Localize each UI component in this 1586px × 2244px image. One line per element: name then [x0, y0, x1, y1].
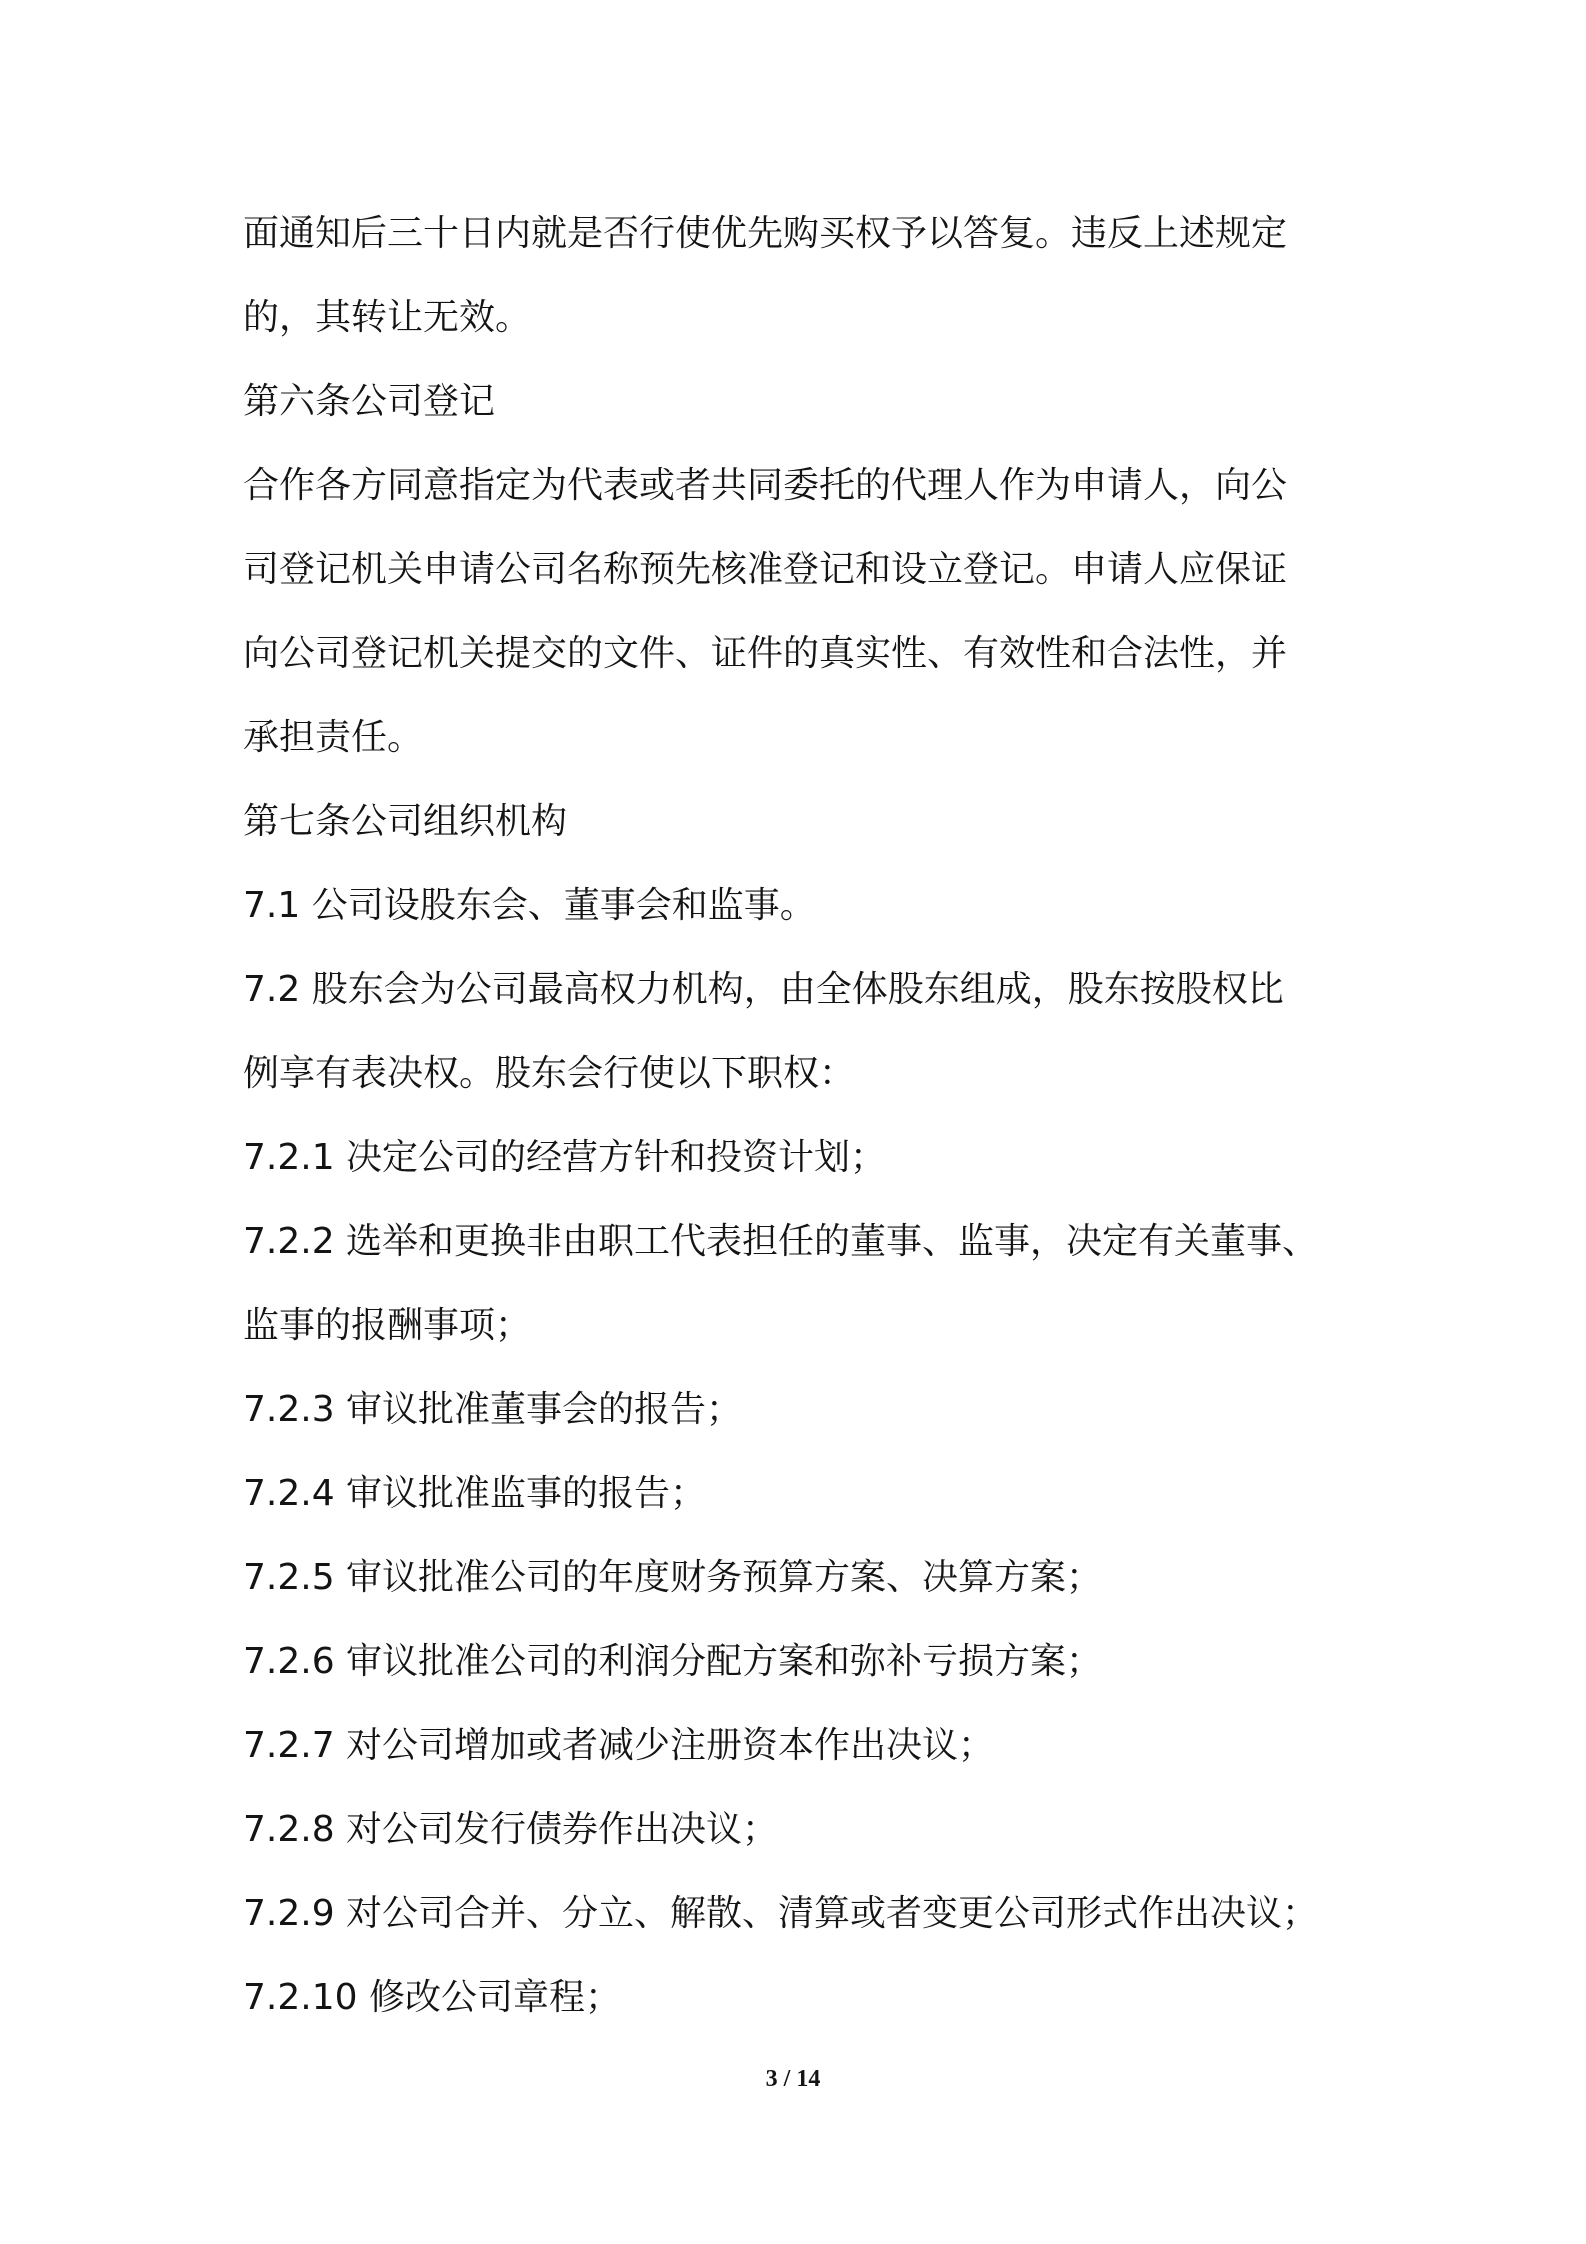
section-heading: 第七条公司组织机构: [243, 801, 568, 842]
clause-line: 7.2.2 选举和更换非由职工代表担任的董事、监事，决定有关董事、: [243, 1221, 1319, 1262]
clause-line: 7.2.4 审议批准监事的报告；: [243, 1473, 707, 1514]
text-line: 面通知后三十日内就是否行使优先购买权予以答复。违反上述规定: [243, 213, 1288, 254]
section-heading: 第六条公司登记: [243, 381, 496, 422]
text-line: 的，其转让无效。: [243, 297, 532, 338]
clause-line: 7.1 公司设股东会、董事会和监事。: [243, 885, 816, 926]
clause-line: 7.2.1 决定公司的经营方针和投资计划；: [243, 1137, 887, 1178]
text-line: 监事的报酬事项；: [243, 1305, 532, 1346]
clause-line: 7.2.10 修改公司章程；: [243, 1977, 621, 2018]
text-line: 司登记机关申请公司名称预先核准登记和设立登记。申请人应保证: [243, 549, 1288, 590]
clause-line: 7.2.5 审议批准公司的年度财务预算方案、决算方案；: [243, 1557, 1103, 1598]
clause-line: 7.2 股东会为公司最高权力机构，由全体股东组成，股东按股权比: [243, 969, 1284, 1010]
clause-line: 7.2.9 对公司合并、分立、解散、清算或者变更公司形式作出决议；: [243, 1893, 1319, 1934]
text-line: 合作各方同意指定为代表或者共同委托的代理人作为申请人，向公: [243, 465, 1288, 506]
text-line: 承担责任。: [243, 717, 424, 758]
clause-line: 7.2.7 对公司增加或者减少注册资本作出决议；: [243, 1725, 995, 1766]
document-body: [243, 192, 1353, 2040]
clause-line: 7.2.6 审议批准公司的利润分配方案和弥补亏损方案；: [243, 1641, 1103, 1682]
text-line: 例享有表决权。股东会行使以下职权：: [243, 1053, 856, 1094]
clause-line: 7.2.8 对公司发行债券作出决议；: [243, 1809, 779, 1850]
clause-line: 7.2.3 审议批准董事会的报告；: [243, 1389, 743, 1430]
page-number: 3 / 14: [765, 2066, 821, 2092]
text-line: 向公司登记机关提交的文件、证件的真实性、有效性和合法性，并: [243, 633, 1288, 674]
